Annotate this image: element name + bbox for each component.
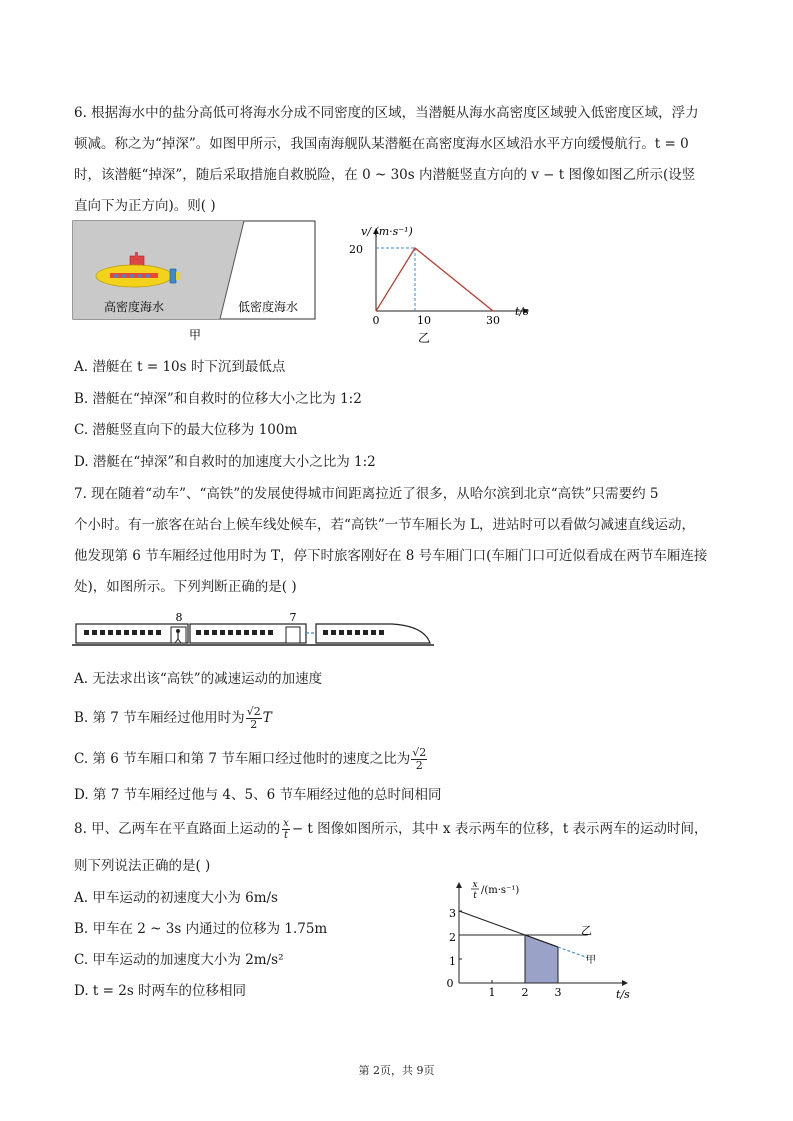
xt-ytick-1: 1	[449, 955, 456, 968]
q8-fraction	[282, 818, 290, 841]
q8-option-a[interactable]: A. 甲车运动的初速度大小为 6m/s	[74, 890, 278, 906]
vt-series-line	[376, 248, 493, 311]
q8-xt-chart	[440, 876, 640, 1002]
xt-xlabel: t/s	[616, 988, 630, 1001]
xt-label-yi: 乙	[581, 924, 592, 937]
q7-option-d[interactable]: D. 第 7 节车厢经过他与 4、5、6 节车厢经过他的总时间相同	[74, 787, 442, 803]
xt-series-jia-dashed	[558, 947, 588, 958]
xt-series-jia-solid	[459, 911, 558, 947]
vt-ytick-20: 20	[349, 243, 363, 256]
q8-option-c[interactable]: C. 甲车运动的加速度大小为 2m/s²	[74, 952, 284, 968]
frac-num: √2	[412, 746, 427, 759]
page-footer: 第 2页，共 9页	[358, 1064, 435, 1077]
xt-x-axis-arrow	[622, 980, 628, 986]
q8-line-1-pre: 8. 甲、乙两车在平直路面上运动的	[74, 821, 281, 837]
vt-ylabel: v/ (m·s⁻¹)	[361, 226, 413, 238]
q7-option-b-fraction	[246, 706, 262, 731]
q8-frac-den: t	[283, 830, 288, 841]
q7-line-4: 处)，如图所示。下列判断正确的是( )	[74, 579, 297, 595]
q7-option-b[interactable]	[74, 701, 272, 735]
q6-option-a[interactable]: A. 潜艇在 t = 10s 时下沉到最低点	[74, 359, 286, 375]
car-8	[76, 624, 188, 643]
xt-ytick-0: 0	[446, 977, 454, 990]
q6-option-c[interactable]: C. 潜艇竖直向下的最大位移为 100m	[74, 422, 298, 438]
q7-line-3: 他发现第 6 节车厢经过他用时为 T，停下时旅客刚好在 8 号车厢门口(车厢门口可近似看成在两节车厢连接	[74, 548, 708, 564]
q6-line-3: 时，该潜艇“掉深”，随后采取措施自救脱险，在 0 ~ 30s 内潜艇竖直方向的 v − t 图像如图乙所示(设竖	[74, 167, 696, 183]
q6-line-2: 顿减。称之为“掉深”。如图甲所示，我国南海舰队某潜艇在高密度海水区域沿水平方向缓慢航行。t = 0	[74, 136, 689, 152]
q6-line-1: 6. 根据海水中的盐分高低可将海水分成不同密度的区域，当潜艇从海水高密度区域驶入低密度区域，浮力	[74, 105, 699, 121]
q7-line-1: 7. 现在随着“动车”、“高铁”的发展使得城市间距离拉近了很多，从哈尔滨到北京“高铁”只需要约 5	[74, 486, 659, 502]
xt-label-jia: 甲	[586, 955, 596, 966]
q6-figure-jia	[72, 220, 317, 344]
xt-xtick-2: 2	[521, 986, 529, 999]
low-density-label: 低密度海水	[237, 300, 299, 314]
xt-ytick-3: 3	[449, 907, 456, 920]
xt-xtick-3: 3	[554, 986, 562, 999]
car-7-label: 7	[289, 611, 297, 624]
q7-option-b-tail: T	[262, 710, 272, 726]
vt-xtick-10: 10	[417, 314, 431, 327]
q8-option-b[interactable]: B. 甲车在 2 ~ 3s 内通过的位移为 1.75m	[74, 921, 328, 937]
q8-option-d[interactable]: D. t = 2s 时两车的位移相同	[74, 983, 247, 999]
q7-train-figure	[72, 610, 437, 660]
q8-line-1-post: − t 图像如图所示，其中 x 表示两车的位移，t 表示两车的运动时间，	[291, 821, 708, 837]
fig-yi-caption: 乙	[417, 331, 431, 345]
vt-xlabel: t/s	[515, 305, 529, 318]
xt-ylabel-num: x	[472, 880, 478, 890]
q6-option-b[interactable]: B. 潜艇在“掉深”和自救时的位移大小之比为 1:2	[74, 391, 362, 407]
q8-line-2: 则下列说法正确的是( )	[74, 858, 211, 874]
q6-line-4: 直向下为正方向)。则( )	[74, 198, 216, 214]
q8-frac-num: x	[283, 818, 289, 829]
frac-den: 2	[415, 759, 423, 772]
locomotive	[316, 624, 430, 643]
q7-option-c[interactable]	[74, 742, 428, 776]
fig-jia-caption: 甲	[188, 328, 202, 342]
q7-line-2: 个小时。有一旅客在站台上候车线处候车，若“高铁”一节车厢长为 L，进站时可以看做匀减速直线运动，	[74, 517, 696, 533]
car-7	[190, 624, 306, 643]
vt-xtick-0: 0	[372, 314, 380, 327]
car-8-label: 8	[175, 611, 183, 624]
q6-option-d[interactable]: D. 潜艇在“掉深”和自救时的加速度大小之比为 1:2	[74, 454, 376, 470]
q7-option-a[interactable]: A. 无法求出该“高铁”的减速运动的加速度	[74, 671, 323, 687]
frac-num: √2	[246, 705, 261, 718]
q7-option-c-fraction	[411, 747, 427, 772]
high-density-label: 高密度海水	[103, 300, 165, 314]
frac-den: 2	[250, 718, 258, 731]
xt-ylabel: /(m·s⁻¹)	[481, 885, 520, 896]
xt-shaded-area	[525, 935, 558, 983]
q7-option-c-text: C. 第 6 节车厢口和第 7 节车厢口经过他时的速度之比为	[74, 751, 411, 767]
xt-xtick-1: 1	[488, 986, 496, 999]
q6-figure-yi-vt-chart	[345, 226, 545, 346]
q8-line-1	[74, 812, 708, 846]
vt-xtick-30: 30	[486, 314, 500, 327]
xt-y-axis-arrow	[456, 882, 462, 888]
xt-ytick-2: 2	[449, 931, 456, 944]
xt-ylabel-den: t	[473, 891, 477, 901]
q7-option-b-text: B. 第 7 节车厢经过他用时为	[74, 710, 245, 726]
